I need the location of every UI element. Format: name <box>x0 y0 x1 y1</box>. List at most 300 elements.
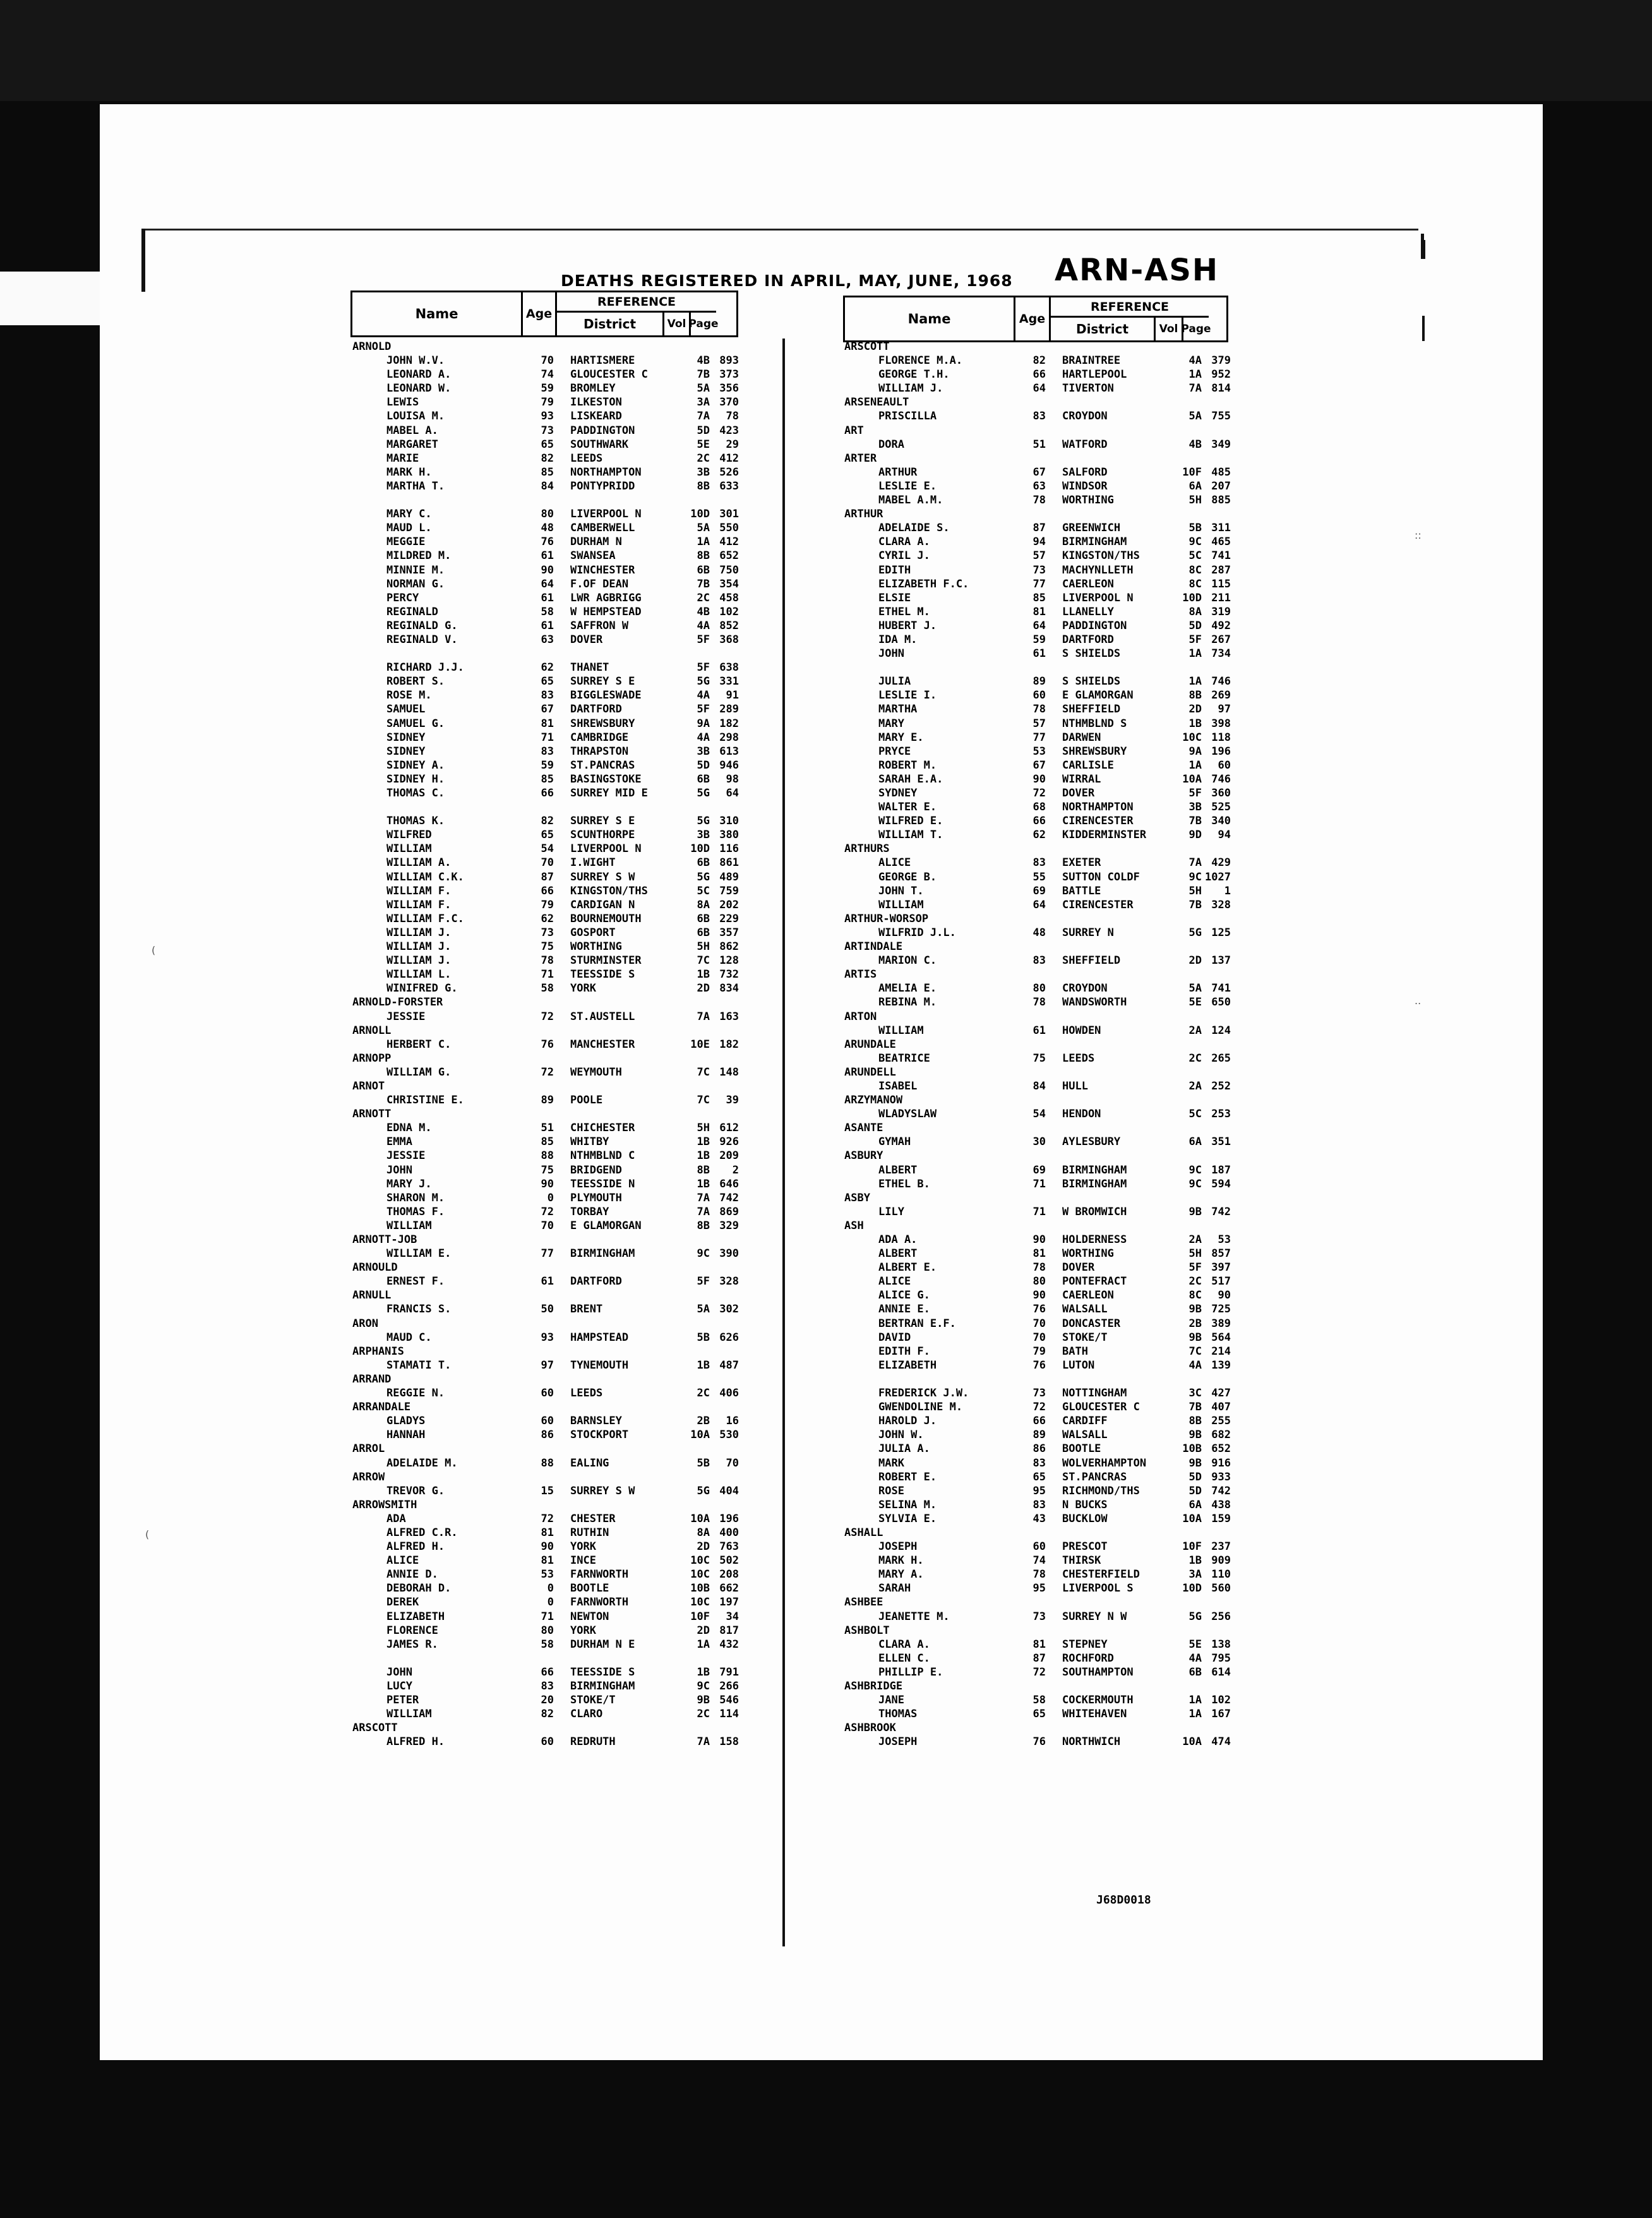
page-number: 211 <box>1211 591 1231 604</box>
age: 58 <box>541 982 554 995</box>
forename: ERNEST F. <box>386 1275 445 1288</box>
volume: 8B <box>697 1163 710 1177</box>
volume: 1B <box>697 1149 710 1163</box>
volume: 7C <box>697 954 710 968</box>
district: WIRRAL <box>1062 772 1101 786</box>
page-number: 196 <box>1211 745 1231 758</box>
forename: JULIA <box>878 675 911 688</box>
forename: CLARA A. <box>878 1638 930 1651</box>
age: 43 <box>1032 1512 1046 1525</box>
page-number: 795 <box>1211 1652 1231 1665</box>
district: YORK <box>570 1540 596 1554</box>
volume: 5A <box>697 1303 710 1316</box>
district: PONTYPRIDD <box>570 479 635 493</box>
forename: LEWIS <box>386 396 419 409</box>
page-number: 474 <box>1211 1735 1231 1749</box>
surname: ARROL <box>352 1442 385 1456</box>
page-number: 311 <box>1211 522 1231 535</box>
volume: 5G <box>1188 1610 1202 1623</box>
age: 61 <box>541 549 554 563</box>
page-number: 662 <box>719 1582 739 1595</box>
forename: THOMAS C. <box>386 787 445 800</box>
page-number: 438 <box>1211 1498 1231 1511</box>
index-range: ARN-ASH <box>1055 253 1219 288</box>
volume: 10D <box>690 508 710 521</box>
page-number: 489 <box>719 870 739 884</box>
forename: EDITH F. <box>878 1345 930 1358</box>
age: 70 <box>1032 1317 1046 1330</box>
page-number: 34 <box>726 1610 739 1623</box>
age: 0 <box>547 1191 554 1204</box>
page-number: 187 <box>1211 1163 1231 1177</box>
surname: ARNOLD-FORSTER <box>352 996 443 1009</box>
forename: ADELAIDE S. <box>878 522 950 535</box>
volume: 4A <box>697 731 710 744</box>
district: ST.AUSTELL <box>570 1010 635 1023</box>
forename: LEONARD W. <box>386 382 452 395</box>
page-number: 373 <box>719 368 739 381</box>
forename: ALBERT <box>878 1163 918 1177</box>
age: 88 <box>541 1456 554 1470</box>
page-number: 182 <box>719 1038 739 1051</box>
district: DARTFORD <box>570 703 622 716</box>
age: 86 <box>541 1429 554 1442</box>
age: 60 <box>541 1387 554 1400</box>
forename: DORA <box>878 438 904 451</box>
age: 81 <box>1032 1638 1046 1651</box>
district: WORTHING <box>1062 1247 1114 1261</box>
forename: HAROLD J. <box>878 1415 937 1428</box>
district: LISKEARD <box>570 410 622 423</box>
forename: JOSEPH <box>878 1735 918 1749</box>
forename: DAVID <box>878 1331 911 1344</box>
frame-mark-left <box>141 229 145 292</box>
district: GLOUCESTER C <box>570 368 648 381</box>
district: BIRMINGHAM <box>570 1247 635 1261</box>
district: WORTHING <box>1062 494 1114 507</box>
district: CAMBERWELL <box>570 522 635 535</box>
volume: 1B <box>697 1665 710 1679</box>
age: 80 <box>1032 1275 1046 1288</box>
scan-speck: ( <box>152 944 156 956</box>
forename: ELSIE <box>878 591 911 604</box>
page-number: 869 <box>719 1205 739 1218</box>
page-number: 255 <box>1211 1415 1231 1428</box>
forename: WILLIAM T. <box>878 829 943 842</box>
forename: THOMAS F. <box>386 1205 445 1218</box>
district: HARTISMERE <box>570 354 635 368</box>
page-number: 412 <box>719 452 739 465</box>
age: 30 <box>1032 1136 1046 1149</box>
age: 66 <box>1032 368 1046 381</box>
page-number: 814 <box>1211 382 1231 395</box>
volume: 3C <box>1188 1387 1202 1400</box>
forename: JOHN <box>386 1665 412 1679</box>
surname: ARUNDALE <box>844 1038 896 1051</box>
forename: LESLIE E. <box>878 479 937 493</box>
forename: HANNAH <box>386 1429 426 1442</box>
scan-speck: .. <box>1415 995 1422 1007</box>
volume: 2A <box>1188 1024 1202 1037</box>
age: 78 <box>1032 1568 1046 1581</box>
district: THRAPSTON <box>570 745 629 758</box>
volume: 5G <box>697 787 710 800</box>
page-number: 517 <box>1211 1275 1231 1288</box>
district: THANET <box>570 661 609 674</box>
volume: 5E <box>1188 1638 1202 1651</box>
page-number: 267 <box>1211 633 1231 646</box>
age: 66 <box>541 884 554 897</box>
forename: WILLIAM C.K. <box>386 870 464 884</box>
page-number: 98 <box>726 772 739 786</box>
age: 78 <box>1032 494 1046 507</box>
forename: GYMAH <box>878 1136 911 1149</box>
page-number: 612 <box>719 1122 739 1135</box>
page-number: 2 <box>732 1163 739 1177</box>
district: WHITBY <box>570 1136 609 1149</box>
age: 82 <box>541 815 554 828</box>
page-number: 650 <box>1211 996 1231 1009</box>
page-number: 1027 <box>1205 870 1231 884</box>
surname: ARTHUR-WORSOP <box>844 912 929 925</box>
volume: 5H <box>1188 494 1202 507</box>
district: DOVER <box>570 633 603 646</box>
forename: ALICE G. <box>878 1289 930 1302</box>
volume: 5D <box>697 758 710 772</box>
forename: HUBERT J. <box>878 619 937 632</box>
surname: ARNOLL <box>352 1024 392 1037</box>
age: 63 <box>1032 479 1046 493</box>
page-number: 732 <box>719 968 739 981</box>
surname: ASHBEE <box>844 1596 883 1609</box>
forename: CHRISTINE E. <box>386 1094 464 1107</box>
page-number: 252 <box>1211 1079 1231 1093</box>
forename: SAMUEL <box>386 703 426 716</box>
volume: 9B <box>1188 1205 1202 1218</box>
volume: 5D <box>1188 1484 1202 1497</box>
district: BRIDGEND <box>570 1163 622 1177</box>
volume: 4A <box>697 619 710 632</box>
forename: WILLIAM J. <box>386 954 452 968</box>
district: REDRUTH <box>570 1735 616 1749</box>
district: PLYMOUTH <box>570 1191 622 1204</box>
page-number: 159 <box>1211 1512 1231 1525</box>
district: DURHAM N <box>570 536 622 549</box>
district: BATTLE <box>1062 884 1101 897</box>
page-number: 594 <box>1211 1177 1231 1190</box>
page-number: 885 <box>1211 494 1231 507</box>
district: BRAINTREE <box>1062 354 1121 368</box>
district: EXETER <box>1062 856 1101 870</box>
header-page: Page <box>688 318 719 330</box>
page-number: 229 <box>719 912 739 925</box>
district: KINGSTON/THS <box>570 884 648 897</box>
volume: 8C <box>1188 577 1202 590</box>
volume: 8B <box>697 549 710 563</box>
volume: 8B <box>1188 1415 1202 1428</box>
volume: 10F <box>690 1610 710 1623</box>
volume: 9B <box>1188 1331 1202 1344</box>
volume: 2B <box>697 1415 710 1428</box>
forename: WILLIAM G. <box>386 1065 452 1079</box>
age: 83 <box>541 689 554 702</box>
age: 70 <box>1032 1331 1046 1344</box>
age: 69 <box>1032 1163 1046 1177</box>
volume: 7C <box>697 1094 710 1107</box>
district: HOWDEN <box>1062 1024 1101 1037</box>
page-number: 560 <box>1211 1582 1231 1595</box>
district: DOVER <box>1062 787 1095 800</box>
volume: 9A <box>697 717 710 730</box>
scan-mark <box>1422 240 1425 259</box>
page-number: 526 <box>719 465 739 479</box>
volume: 10D <box>690 842 710 856</box>
forename: JOHN T. <box>878 884 924 897</box>
age: 64 <box>1032 382 1046 395</box>
surname: ARSENEAULT <box>844 396 909 409</box>
age: 89 <box>1032 1429 1046 1442</box>
district: BROMLEY <box>570 382 616 395</box>
forename: ROBERT E. <box>878 1470 937 1484</box>
forename: WILLIAM J. <box>386 940 452 954</box>
volume: 2C <box>1188 1052 1202 1065</box>
age: 66 <box>541 787 554 800</box>
forename: REGINALD <box>386 605 438 618</box>
volume: 3B <box>1188 801 1202 814</box>
district: HARTLEPOOL <box>1062 368 1127 381</box>
age: 83 <box>1032 1456 1046 1470</box>
age: 70 <box>541 1219 554 1232</box>
forename: MAUD L. <box>386 522 432 535</box>
page-number: 124 <box>1211 1024 1231 1037</box>
forename: WILFRID J.L. <box>878 926 956 939</box>
header-name: Name <box>352 292 523 335</box>
volume: 5H <box>697 940 710 954</box>
surname: ART <box>844 424 864 437</box>
volume: 5F <box>697 633 710 646</box>
district: ROCHFORD <box>1062 1652 1114 1665</box>
age: 79 <box>541 898 554 911</box>
header-page: Page <box>1181 323 1211 335</box>
page-number: 116 <box>719 842 739 856</box>
district: BATH <box>1062 1345 1088 1358</box>
forename: WILLIAM E. <box>386 1247 452 1261</box>
volume: 5B <box>697 1456 710 1470</box>
surname: ARON <box>352 1317 378 1330</box>
age: 50 <box>541 1303 554 1316</box>
volume: 5F <box>697 1275 710 1288</box>
age: 58 <box>541 605 554 618</box>
header-reference: REFERENCE <box>1051 297 1209 318</box>
district: SUTTON COLDF <box>1062 870 1140 884</box>
forename: MARY J. <box>386 1177 432 1190</box>
forename: GWENDOLINE M. <box>878 1401 963 1414</box>
volume: 1B <box>697 1177 710 1190</box>
volume: 2C <box>697 591 710 604</box>
age: 70 <box>541 354 554 368</box>
volume: 7A <box>697 1191 710 1204</box>
forename: REGGIE N. <box>386 1387 445 1400</box>
page-number: 209 <box>719 1149 739 1163</box>
volume: 8B <box>697 1219 710 1232</box>
volume: 3A <box>1188 1568 1202 1581</box>
district: CAERLEON <box>1062 577 1114 590</box>
page-number: 406 <box>719 1387 739 1400</box>
age: 80 <box>541 508 554 521</box>
page-number: 370 <box>719 396 739 409</box>
page-number: 429 <box>1211 856 1231 870</box>
page-number: 328 <box>1211 898 1231 911</box>
district: TEESSIDE S <box>570 1665 635 1679</box>
district: NORTHAMPTON <box>570 465 642 479</box>
forename: LEONARD A. <box>386 368 452 381</box>
page-number: 755 <box>1211 410 1231 423</box>
district: LEEDS <box>570 452 603 465</box>
age: 76 <box>1032 1303 1046 1316</box>
district: SURREY S E <box>570 815 635 828</box>
volume: 5D <box>1188 1470 1202 1484</box>
district: FARNWORTH <box>570 1568 629 1581</box>
district: BOOTLE <box>1062 1442 1101 1456</box>
volume: 10C <box>690 1568 710 1581</box>
district: BIRMINGHAM <box>1062 1177 1127 1190</box>
district: S SHIELDS <box>1062 675 1121 688</box>
volume: 10F <box>1182 1540 1202 1554</box>
volume: 5A <box>697 382 710 395</box>
page-number: 167 <box>1211 1708 1231 1721</box>
age: 69 <box>1032 884 1046 897</box>
page-number: 118 <box>1211 731 1231 744</box>
surname: ARROW <box>352 1470 385 1484</box>
district: SOUTHAMPTON <box>1062 1665 1134 1679</box>
surname: ASHBROOK <box>844 1722 896 1735</box>
forename: MARY <box>878 717 904 730</box>
page-number: 266 <box>719 1680 739 1693</box>
volume: 10A <box>1182 772 1202 786</box>
page-number: 952 <box>1211 368 1231 381</box>
forename: ARTHUR <box>878 465 918 479</box>
volume: 10B <box>690 1582 710 1595</box>
volume: 1A <box>1188 1708 1202 1721</box>
page-number: 256 <box>1211 1610 1231 1623</box>
district: MANCHESTER <box>570 1038 635 1051</box>
district: SCUNTHORPE <box>570 829 635 842</box>
surname: ARRANDALE <box>352 1401 411 1414</box>
surname: ARUNDELL <box>844 1065 896 1079</box>
volume: 2D <box>1188 954 1202 968</box>
header-vol: Vol <box>664 313 691 335</box>
scan-border <box>0 0 1652 101</box>
forename: SYDNEY <box>878 787 918 800</box>
forename: WILLIAM <box>386 842 432 856</box>
page-number: 115 <box>1211 577 1231 590</box>
district: CIRENCESTER <box>1062 815 1134 828</box>
volume: 2C <box>697 452 710 465</box>
volume: 7A <box>697 1735 710 1749</box>
district: LIVERPOOL S <box>1062 1582 1134 1595</box>
forename: MARION C. <box>878 954 937 968</box>
forename: REGINALD V. <box>386 633 458 646</box>
page-number: 614 <box>1211 1665 1231 1679</box>
district: WALSALL <box>1062 1429 1108 1442</box>
volume: 6B <box>697 912 710 925</box>
surname: ARTER <box>844 452 877 465</box>
forename: ADA <box>386 1512 406 1525</box>
age: 85 <box>541 1136 554 1149</box>
district: TEESSIDE S <box>570 968 635 981</box>
age: 95 <box>1032 1484 1046 1497</box>
volume: 2D <box>697 1540 710 1554</box>
district: ILKESTON <box>570 396 622 409</box>
volume: 5H <box>1188 884 1202 897</box>
age: 70 <box>541 856 554 870</box>
page-number: 302 <box>719 1303 739 1316</box>
forename: ETHEL B. <box>878 1177 930 1190</box>
forename: WILLIAM F. <box>386 898 452 911</box>
header-age: Age <box>523 292 557 335</box>
forename: LESLIE I. <box>878 689 937 702</box>
page-number: 360 <box>1211 787 1231 800</box>
age: 54 <box>541 842 554 856</box>
page-number: 633 <box>719 479 739 493</box>
age: 64 <box>541 577 554 590</box>
age: 82 <box>1032 354 1046 368</box>
forename: ELIZABETH <box>386 1610 445 1623</box>
age: 74 <box>541 368 554 381</box>
forename: SYLVIA E. <box>878 1512 937 1525</box>
page-number: 269 <box>1211 689 1231 702</box>
page-number: 196 <box>719 1512 739 1525</box>
volume: 2A <box>1188 1079 1202 1093</box>
volume: 5G <box>1188 926 1202 939</box>
age: 0 <box>547 1582 554 1595</box>
volume: 1B <box>697 968 710 981</box>
forename: ALFRED H. <box>386 1540 445 1554</box>
age: 80 <box>541 1624 554 1637</box>
page-number: 328 <box>719 1275 739 1288</box>
age: 48 <box>541 522 554 535</box>
district: LUTON <box>1062 1358 1095 1372</box>
volume: 1A <box>1188 675 1202 688</box>
forename: MARY A. <box>878 1568 924 1581</box>
forename: PRYCE <box>878 745 911 758</box>
district: KINGSTON/THS <box>1062 549 1140 563</box>
surname: ASHBOLT <box>844 1624 890 1637</box>
page-number: 550 <box>719 522 739 535</box>
page-number: 237 <box>1211 1540 1231 1554</box>
volume: 10A <box>1182 1512 1202 1525</box>
district: SURREY S W <box>570 870 635 884</box>
age: 72 <box>541 1065 554 1079</box>
age: 71 <box>1032 1205 1046 1218</box>
district: SHREWSBURY <box>570 717 635 730</box>
volume: 1B <box>1188 1554 1202 1568</box>
district: SURREY N <box>1062 926 1114 939</box>
district: N BUCKS <box>1062 1498 1108 1511</box>
volume: 8B <box>1188 689 1202 702</box>
volume: 8C <box>1188 563 1202 577</box>
page-number: 207 <box>1211 479 1231 493</box>
page-number: 389 <box>1211 1317 1231 1330</box>
district: STEPNEY <box>1062 1638 1108 1651</box>
forename: MABEL A.M. <box>878 494 943 507</box>
page-number: 114 <box>719 1708 739 1721</box>
page-number: 861 <box>719 856 739 870</box>
age: 72 <box>541 1010 554 1023</box>
volume: 7B <box>697 368 710 381</box>
page-number: 400 <box>719 1526 739 1539</box>
forename: FLORENCE M.A. <box>878 354 963 368</box>
